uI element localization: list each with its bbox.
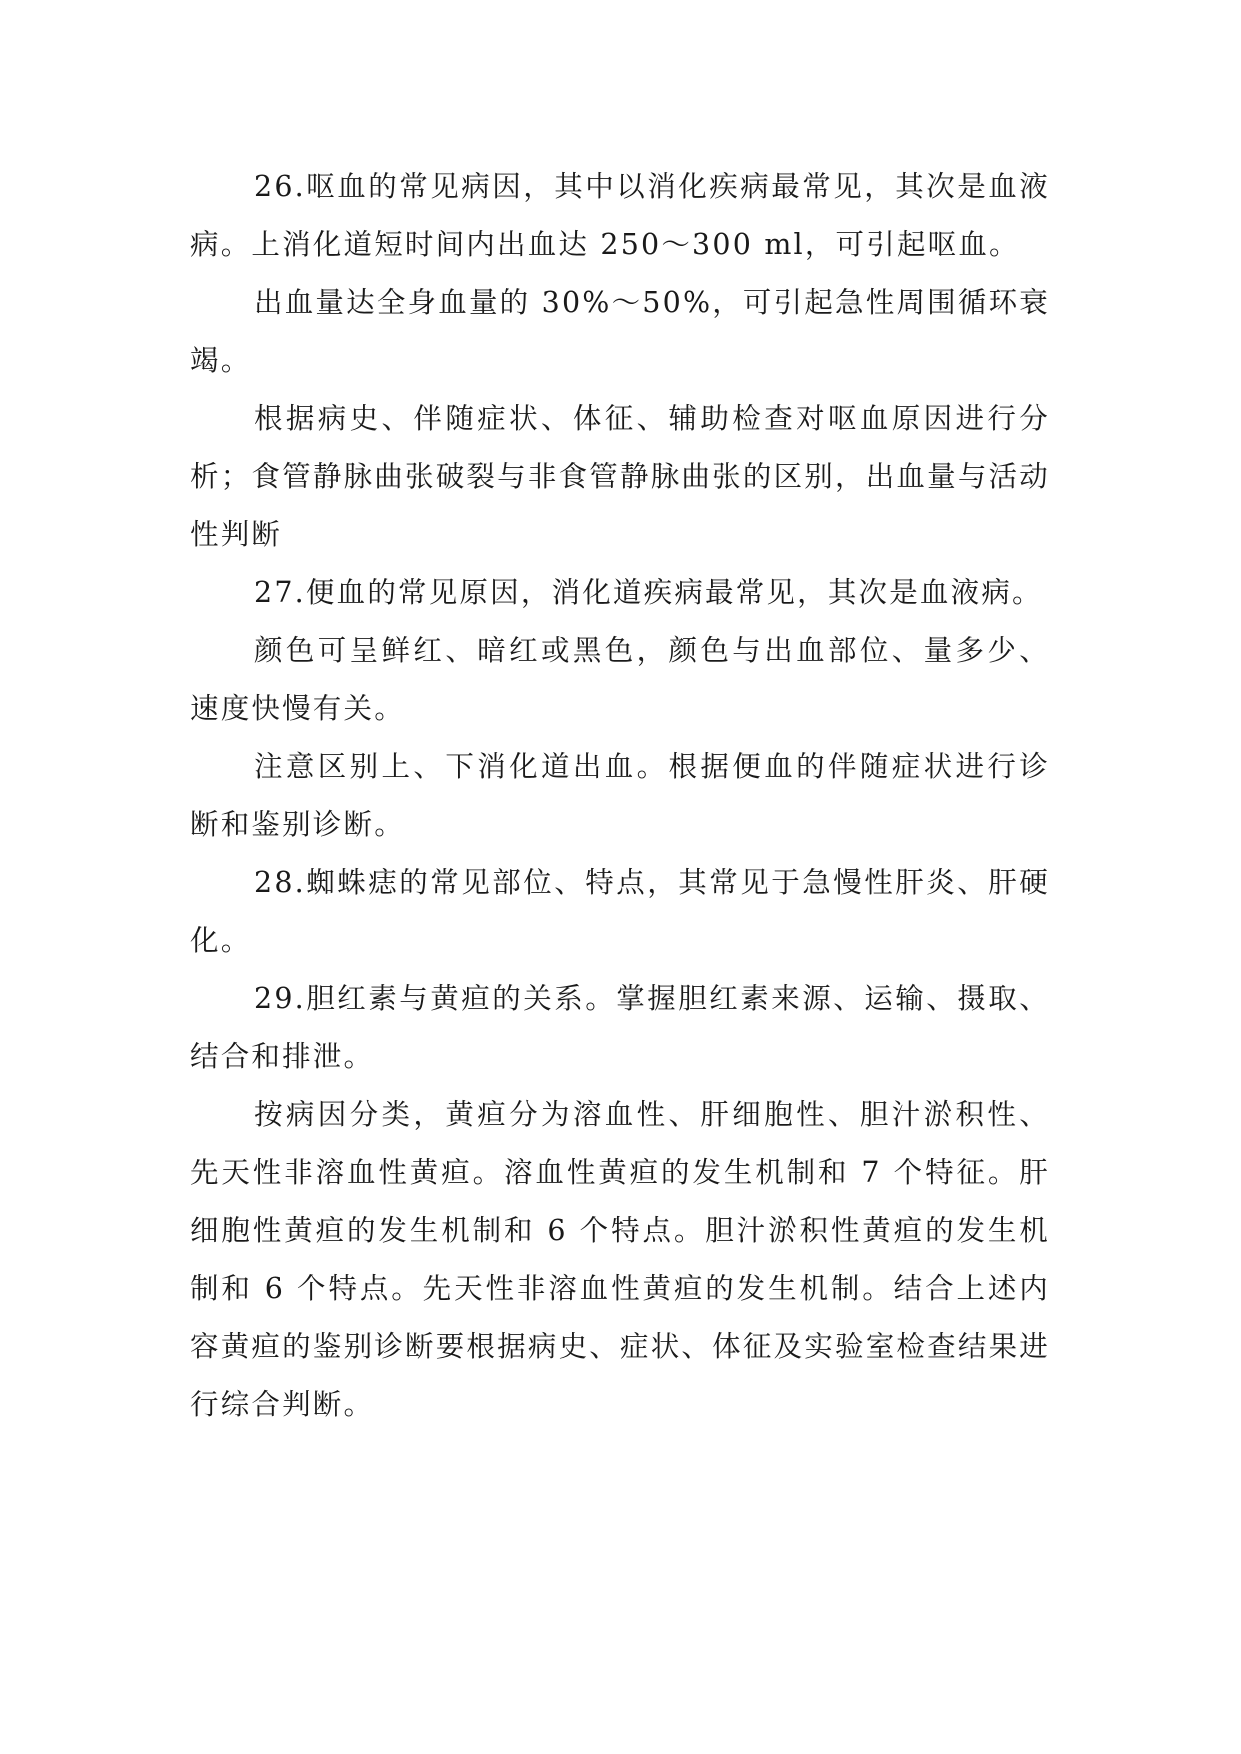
paragraph-27-hematochezia-causes: 27.便血的常见原因，消化道疾病最常见，其次是血液病。 [254,576,1043,609]
paragraph-hematemesis-analysis: 根据病史、伴随症状、体征、辅助检查对呕血原因进行分析；食管静脉曲张破裂与非食管静脉曲张的区别，出血量与活动性判断 [190,402,1050,551]
paragraph-jaundice-classification: 按病因分类，黄疸分为溶血性、肝细胞性、胆汁淤积性、先天性非溶血性黄疸。溶血性黄疸的发生机制和 7 个特征。肝细胞性黄疸的发生机制和 6 个特点。胆汁淤积性黄疸的发生机制和 6 个特点。先天性非溶血性黄疸的发生机制。结合上述内容黄疸的鉴别诊断要根据病史、症状、体征及实验室检查结果进行综合判断。 [190,1098,1050,1421]
paragraph-28-spider-nevus: 28.蜘蛛痣的常见部位、特点，其常见于急慢性肝炎、肝硬化。 [190,866,1050,957]
paragraph-26-hematemesis-causes: 26.呕血的常见病因，其中以消化疾病最常见，其次是血液病。上消化道短时间内出血达 250～300 ml，可引起呕血。 [190,170,1050,261]
paragraph-stool-color: 颜色可呈鲜红、暗红或黑色，颜色与出血部位、量多少、速度快慢有关。 [190,634,1050,725]
paragraph-blood-loss-volume: 出血量达全身血量的 30%～50%，可引起急性周围循环衰竭。 [190,286,1050,377]
document-body [190,158,1050,1434]
paragraph-29-bilirubin-jaundice: 29.胆红素与黄疸的关系。掌握胆红素来源、运输、摄取、结合和排泄。 [190,982,1050,1073]
paragraph-bleeding-distinction: 注意区别上、下消化道出血。根据便血的伴随症状进行诊断和鉴别诊断。 [190,750,1050,841]
